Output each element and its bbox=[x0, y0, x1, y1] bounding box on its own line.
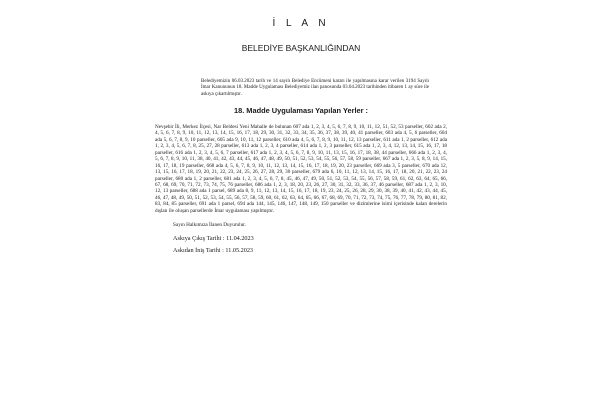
removal-date-label: Askıdan İniş Tarihi : bbox=[173, 247, 224, 255]
notice-subtitle: BELEDİYE BAŞKANLIĞINDAN bbox=[241, 43, 361, 53]
notice-title: İ L A N bbox=[272, 18, 330, 29]
section-heading: 18. Madde Uygulaması Yapılan Yerler : bbox=[233, 105, 369, 115]
notice-document bbox=[155, 18, 447, 254]
posting-date-label: Askıya Çıkış Tarihi : bbox=[173, 235, 225, 243]
posting-date-value: 11.04.2023 bbox=[226, 235, 254, 243]
intro-paragraph: Belediyemizin 06.03.2023 tarih ve 14 sayılı Belediye Encümeni kararı ile yapılmasına karar verilen 3194 Sayılı İmar Kanununun 18. Madde Uygulaması Belediyemiz ilan panosunda 03.04.2023 tarihinden itibaren 1 ay süre ile askıya çıkartılmıştır. bbox=[201, 79, 429, 97]
closing-line: Sayın Halkımıza İlanen Duyurulur. bbox=[173, 222, 246, 229]
posting-date-line bbox=[173, 235, 447, 242]
removal-date-line bbox=[173, 247, 447, 254]
parcel-list-paragraph: Nevşehir İli, Merkez İlçesi, Nar Beldesi Yeni Mahalle de bulunan 607 ada 1, 2, 3, 4, 5, 6, 7, 8, 9, 10, 11, 12, 51, 52, 53 parseller, 602 ada 2, 4, 5, 6, 7, 8, 9, 10, 11, 12, 13, 14, 15, 16, 17, 18, 29, 30, 31, 32, 33, 34, 35, 36, 37, 38, 39, 40, 41 parseller, 603 ada 4, 5, 6 parseller, 604 ada 5, 6, 7, 8, 9, 10 parseller, 605 ada 9, 10, 11, 12 parseller, 610 ada 4, 5, 6, 7, 8, 9, 10, 11, 12, 13 parseller, 611 ada 1, 2 parseller, 612 ada 1, 2, 3, 4, 5, 6, 7, 8, 25, 27, 28 parseller, 613 ada 1, 2, 3, 4 parseller, 614 ada 1, 2, 3 parseller, 615 ada 1, 2, 3, 4, 12, 13, 14, 15, 16, 17, 18 parseller, 616 ada 1, 2, 3, 4, 5, 6, 7 parseller, 617 ada 1, 2, 3, 4, 5, 6, 7, 8, 9, 10, 11, 13, 15, 16, 17, 18, 38, 44 parseller, 666 ada 1, 2, 3, 4, 5, 6, 7, 8, 9, 10, 11, 38, 40, 41, 42, 43, 44, 45, 46, 47, 48, 49, 50, 51, 52, 53, 54, 55, 56, 57, 58, 59 parseller, 667 ada 1, 2, 3, 5, 8, 9, 14, 15, 16, 17, 18, 19 parseller, 668 ada 4, 5, 6, 7, 8, 9, 10, 11, 12, 13, 14, 15, 16, 17, 18, 19, 20, 23 parseller, 669 ada 3, 5 parseller, 670 ada 12, 13, 15, 16, 17, 18, 19, 20, 21, 22, 23, 24, 25, 26, 27, 28, 29, 30 parseller, 679 ada 6, 10, 11, 12, 13, 14, 15, 16, 17, 18, 20, 21, 22, 23, 24 parseller, 680 ada 1, 2 parseller, 681 ada 1, 2, 3, 4, 5, 6, 7, 8, 45, 46, 47, 49, 50, 51, 52, 53, 54, 55, 56, 57, 58, 59, 61, 62, 63, 64, 65, 66, 67, 68, 69, 70, 71, 72, 73, 74, 75, 76 parseller, 686 ada 1, 2, 3, 18, 20, 23, 26, 27, 30, 31, 32, 33, 36, 37, 46 parseller, 687 ada 1, 2, 3, 10, 12, 13 parseller, 688 ada 1 parsel, 689 ada 8, 9, 11, 12, 13, 14, 15, 16, 17, 18, 19, 23, 24, 25, 26, 28, 29, 30, 38, 39, 40, 41, 42, 43, 44, 45, 46, 47, 48, 49, 50, 51, 52, 53, 54, 55, 56, 57, 58, 59, 60, 61, 62, 63, 64, 65, 66, 67, 68, 69, 70, 71, 72, 73, 74, 75, 76, 77, 78, 79, 80, 81, 82, 83, 84, 85 parseller, 691 ada 1 parsel, 694 ada 144, 145, 146, 147, 148, 149, 150 parseller ve dizimlerine isimi içerisinde kalan derelerin dışlan ile oluşan parsellerde İmar uygulaması yapılmıştır. bbox=[155, 123, 447, 214]
removal-date-value: 11.05.2023 bbox=[225, 247, 254, 255]
